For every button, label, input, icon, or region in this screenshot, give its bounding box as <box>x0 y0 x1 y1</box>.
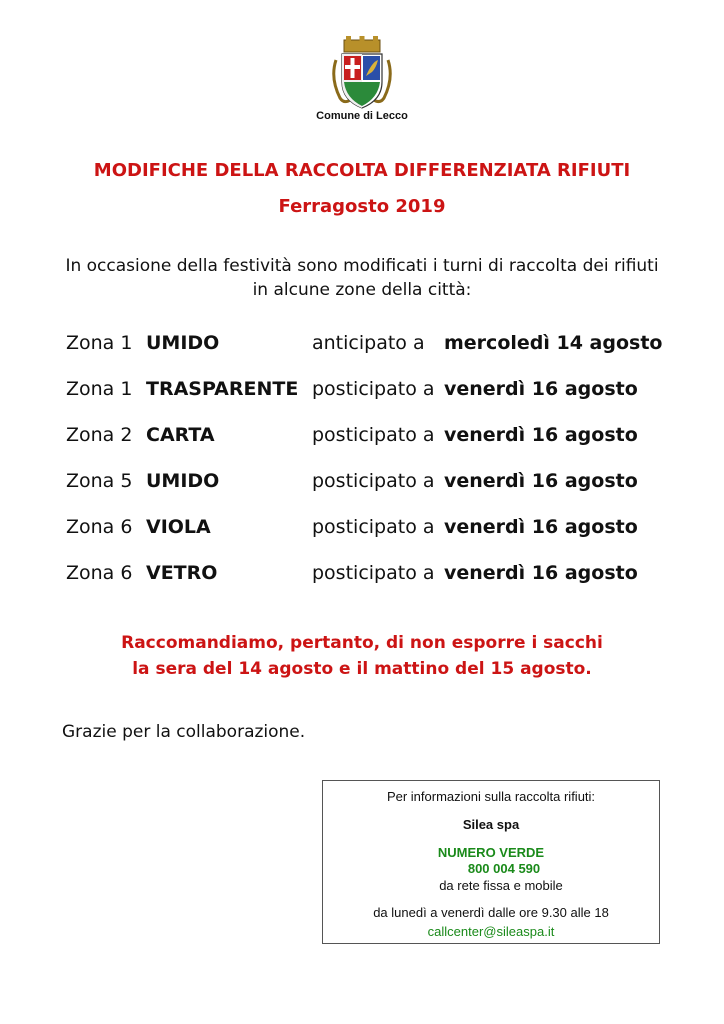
zona-label: Zona 2 <box>66 424 133 446</box>
info-box <box>322 780 660 944</box>
waste-type: VIOLA <box>146 516 211 538</box>
intro-text <box>0 254 724 302</box>
logo-label: Comune di Lecco <box>316 110 408 122</box>
waste-type: VETRO <box>146 562 218 584</box>
new-date: venerdì 16 agosto <box>444 516 638 538</box>
company-name: Silea spa <box>462 817 520 832</box>
new-date: venerdì 16 agosto <box>444 470 638 492</box>
waste-type: UMIDO <box>146 470 220 492</box>
zona-label: Zona 5 <box>66 470 133 492</box>
zona-label: Zona 1 <box>66 332 133 354</box>
new-date: venerdì 16 agosto <box>444 562 638 584</box>
numero-verde-label: NUMERO VERDE <box>437 845 545 860</box>
warning-line-2: la sera del 14 agosto e il mattino del 15 agosto. <box>132 659 592 679</box>
opening-hours: da lunedì a venerdì dalle ore 9.30 alle 18 <box>373 905 609 920</box>
zona-label: Zona 6 <box>66 562 133 584</box>
change-action: posticipato a <box>312 562 435 584</box>
email-link[interactable]: callcenter@sileaspa.it <box>427 924 555 939</box>
change-action: posticipato a <box>312 424 435 446</box>
zona-label: Zona 6 <box>66 516 133 538</box>
zona-label: Zona 1 <box>66 378 133 400</box>
new-date: venerdì 16 agosto <box>444 378 638 400</box>
change-action: anticipato a <box>312 332 425 354</box>
change-action: posticipato a <box>312 516 435 538</box>
warning-notice <box>0 630 724 682</box>
comune-di-lecco-crest-icon <box>330 36 394 112</box>
phone-note: da rete fissa e mobile <box>439 878 563 893</box>
waste-type: UMIDO <box>146 332 220 354</box>
new-date: venerdì 16 agosto <box>444 424 638 446</box>
page-subtitle: Ferragosto 2019 <box>278 196 446 217</box>
new-date: mercoledì 14 agosto <box>444 332 663 354</box>
info-heading: Per informazioni sulla raccolta rifiuti: <box>386 789 596 804</box>
intro-line-1: In occasione della festività sono modificati i turni di raccolta dei rifiuti <box>65 256 659 276</box>
intro-line-2: in alcune zone della città: <box>252 280 472 300</box>
change-action: posticipato a <box>312 470 435 492</box>
warning-line-1: Raccomandiamo, pertanto, di non esporre i sacchi <box>121 633 603 653</box>
page-title: MODIFICHE DELLA RACCOLTA DIFFERENZIATA RIFIUTI <box>93 160 631 181</box>
change-action: posticipato a <box>312 378 435 400</box>
phone-number[interactable]: 800 004 590 <box>467 861 541 876</box>
waste-type: CARTA <box>146 424 215 446</box>
thanks-text: Grazie per la collaborazione. <box>62 722 306 742</box>
waste-type: TRASPARENTE <box>146 378 299 400</box>
